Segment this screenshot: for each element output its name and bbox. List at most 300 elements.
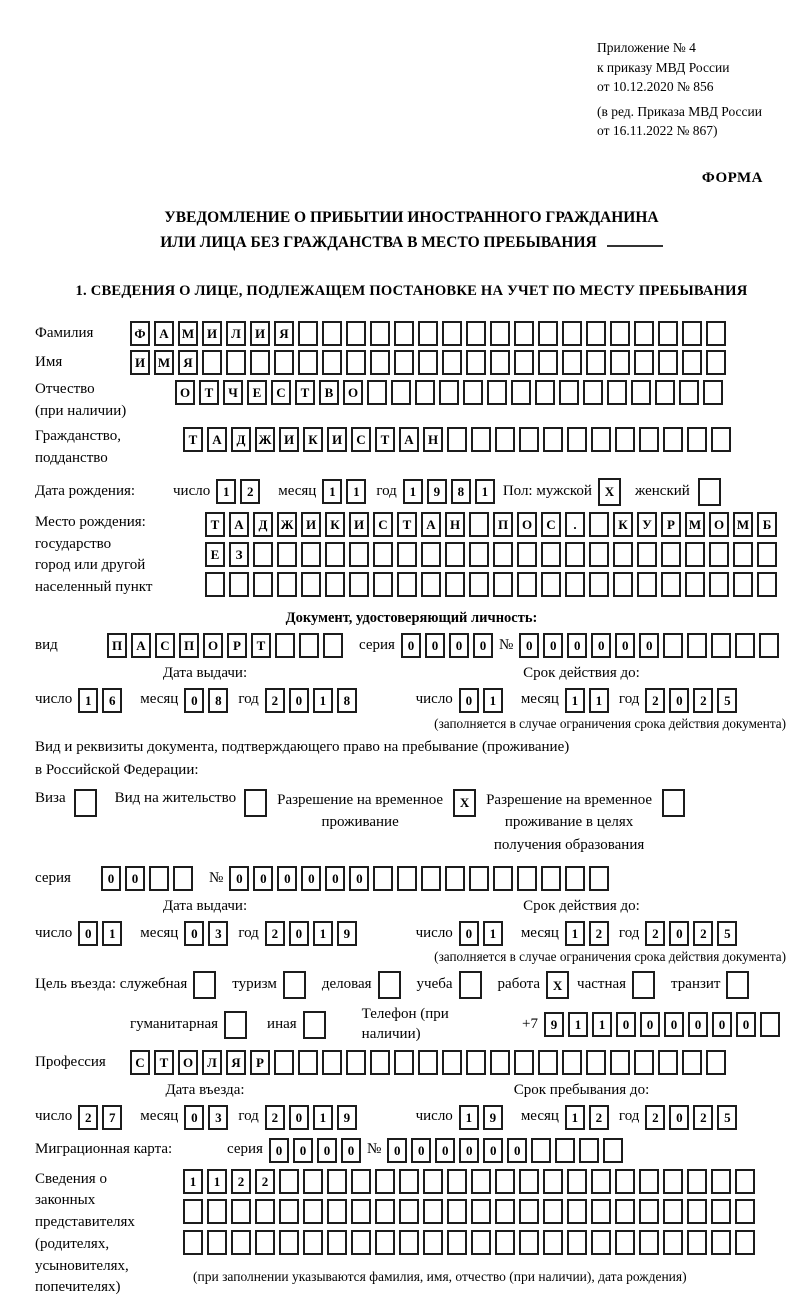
form-cell bbox=[423, 1230, 443, 1255]
form-cell bbox=[423, 1169, 443, 1194]
form-cell bbox=[543, 1230, 563, 1255]
form-cell: С bbox=[373, 512, 393, 537]
form-cell bbox=[493, 866, 513, 891]
issue-date-label: Дата выдачи: bbox=[162, 665, 248, 682]
form-title-line2: ИЛИ ЛИЦА БЕЗ ГРАЖДАНСТВА В МЕСТО ПРЕБЫВАНИЯ bbox=[160, 234, 597, 252]
purpose-transit-checkbox bbox=[726, 971, 749, 999]
form-cell: 3 bbox=[208, 921, 228, 946]
form-cell: 2 bbox=[693, 1105, 713, 1130]
year-label: год bbox=[618, 1108, 640, 1125]
patronymic-row bbox=[35, 379, 788, 423]
form-cell: А bbox=[399, 427, 419, 452]
migration-series-label: серия bbox=[227, 1141, 263, 1158]
form-cell bbox=[346, 1050, 366, 1075]
form-cell bbox=[415, 380, 435, 405]
permit-issue-month-boxes bbox=[184, 921, 228, 946]
form-cell bbox=[442, 350, 462, 375]
form-cell bbox=[279, 1199, 299, 1224]
form-cell: 2 bbox=[265, 688, 285, 713]
form-cell bbox=[567, 1199, 587, 1224]
form-cell bbox=[658, 1050, 678, 1075]
surname-row bbox=[35, 321, 788, 346]
form-cell: О bbox=[203, 633, 223, 658]
form-cell: 0 bbox=[615, 633, 635, 658]
form-cell bbox=[445, 542, 465, 567]
form-cell bbox=[543, 1199, 563, 1224]
form-cell bbox=[193, 971, 216, 999]
form-cell: К bbox=[303, 427, 323, 452]
form-cell bbox=[565, 542, 585, 567]
form-cell bbox=[685, 572, 705, 597]
form-cell: 1 bbox=[216, 479, 236, 504]
representatives-boxes-block bbox=[183, 1169, 755, 1286]
form-cell bbox=[682, 350, 702, 375]
form-cell bbox=[519, 427, 539, 452]
form-cell: . bbox=[565, 512, 585, 537]
form-cell: 1 bbox=[102, 921, 122, 946]
birthplace-boxes-block bbox=[205, 512, 777, 604]
repr-label6: попечителях) bbox=[35, 1279, 121, 1296]
surname-boxes bbox=[130, 321, 726, 346]
month-label: месяц bbox=[520, 691, 559, 708]
citizenship-label-block bbox=[35, 426, 183, 470]
form-cell: Н bbox=[445, 512, 465, 537]
temp-residence-edu-label3: получения образования bbox=[493, 836, 645, 853]
permit-series-label: серия bbox=[35, 870, 71, 887]
form-cell: 2 bbox=[78, 1105, 98, 1130]
month-label: месяц bbox=[520, 924, 559, 941]
form-cell: 0 bbox=[449, 633, 469, 658]
form-cell bbox=[567, 1169, 587, 1194]
form-cell bbox=[207, 1230, 227, 1255]
surname-label: Фамилия bbox=[35, 324, 94, 341]
form-cell bbox=[418, 321, 438, 346]
citizenship-boxes bbox=[183, 427, 731, 452]
form-cell bbox=[466, 321, 486, 346]
form-cell: 0 bbox=[483, 1138, 503, 1163]
profession-row bbox=[35, 1050, 788, 1075]
form-cell: 0 bbox=[669, 688, 689, 713]
form-cell bbox=[706, 321, 726, 346]
year-label: год bbox=[238, 1108, 259, 1125]
permit-valid-year-boxes bbox=[645, 921, 737, 946]
doc-series-boxes bbox=[401, 633, 493, 658]
migration-number-boxes bbox=[387, 1138, 623, 1163]
doc-number-boxes bbox=[519, 633, 779, 658]
form-cell: 1 bbox=[483, 921, 503, 946]
birth-day-boxes bbox=[216, 479, 260, 504]
migration-number-label: № bbox=[366, 1141, 382, 1158]
form-cell bbox=[711, 1199, 731, 1224]
form-cell: О bbox=[178, 1050, 198, 1075]
form-cell: О bbox=[517, 512, 537, 537]
section1-heading: 1. СВЕДЕНИЯ О ЛИЦЕ, ПОДЛЕЖАЩЕМ ПОСТАНОВКЕ НА УЧЕТ ПО МЕСТУ ПРЕБЫВАНИЯ bbox=[75, 282, 748, 299]
form-cell bbox=[531, 1138, 551, 1163]
form-cell: 1 bbox=[313, 688, 333, 713]
form-cell bbox=[711, 1169, 731, 1194]
form-cell: И bbox=[130, 350, 150, 375]
form-cell: 1 bbox=[565, 921, 585, 946]
form-cell bbox=[733, 572, 753, 597]
permit-valid-day-boxes bbox=[459, 921, 503, 946]
form-cell bbox=[711, 1230, 731, 1255]
form-cell bbox=[224, 1011, 247, 1039]
permit-valid-group bbox=[375, 897, 788, 946]
repr-label5: усыновителях, bbox=[35, 1257, 129, 1274]
form-cell bbox=[685, 542, 705, 567]
form-cell bbox=[322, 1050, 342, 1075]
form-cell: Н bbox=[423, 427, 443, 452]
form-cell: 1 bbox=[346, 479, 366, 504]
temp-residence-edu-label-block bbox=[486, 789, 652, 857]
form-cell bbox=[445, 572, 465, 597]
birth-month-boxes bbox=[322, 479, 366, 504]
form-cell: 1 bbox=[459, 1105, 479, 1130]
purpose-study-label: учеба bbox=[416, 976, 453, 993]
birthplace-boxes-3 bbox=[205, 572, 777, 597]
form-cell bbox=[423, 1199, 443, 1224]
form-cell bbox=[469, 866, 489, 891]
form-cell bbox=[634, 321, 654, 346]
form-cell bbox=[394, 1050, 414, 1075]
form-cell: Е bbox=[205, 542, 225, 567]
purpose-official-label: Цель въезда: служебная bbox=[35, 976, 188, 993]
form-cell bbox=[603, 1138, 623, 1163]
form-cell: 0 bbox=[341, 1138, 361, 1163]
form-cell: 0 bbox=[269, 1138, 289, 1163]
repr-label1: Сведения о bbox=[35, 1170, 107, 1187]
form-cell bbox=[687, 633, 707, 658]
form-cell bbox=[703, 380, 723, 405]
purpose-private-label: частная bbox=[577, 976, 627, 993]
form-cell: 3 bbox=[208, 1105, 228, 1130]
form-cell: 2 bbox=[265, 921, 285, 946]
form-cell: 0 bbox=[435, 1138, 455, 1163]
form-cell bbox=[375, 1230, 395, 1255]
form-cell: 0 bbox=[688, 1012, 708, 1037]
temp-residence-edu-label2: проживание в целях bbox=[504, 814, 634, 831]
form-cell bbox=[565, 572, 585, 597]
form-cell: 1 bbox=[592, 1012, 612, 1037]
day-label: число bbox=[35, 924, 73, 941]
form-cell: Я bbox=[274, 321, 294, 346]
phone-prefix: +7 bbox=[522, 1015, 538, 1032]
form-cell: 0 bbox=[317, 1138, 337, 1163]
form-cell bbox=[613, 572, 633, 597]
form-cell bbox=[173, 866, 193, 891]
form-cell: А bbox=[131, 633, 151, 658]
form-cell bbox=[445, 866, 465, 891]
form-cell bbox=[471, 1230, 491, 1255]
form-cell bbox=[709, 572, 729, 597]
form-cell bbox=[394, 350, 414, 375]
form-title bbox=[35, 206, 788, 256]
form-cell bbox=[687, 1230, 707, 1255]
form-cell bbox=[351, 1169, 371, 1194]
form-cell: В bbox=[319, 380, 339, 405]
valid-until-label: Срок действия до: bbox=[523, 898, 640, 915]
profession-label: Профессия bbox=[35, 1053, 106, 1070]
form-cell bbox=[663, 633, 683, 658]
form-cell bbox=[375, 1169, 395, 1194]
repr-boxes-1 bbox=[183, 1169, 755, 1194]
form-cell bbox=[586, 350, 606, 375]
form-cell: 0 bbox=[669, 921, 689, 946]
form-cell: Л bbox=[202, 1050, 222, 1075]
form-cell bbox=[541, 542, 561, 567]
form-cell: 1 bbox=[568, 1012, 588, 1037]
birthdate-label: Дата рождения: bbox=[35, 483, 136, 500]
annex-line: от 16.11.2022 № 867) bbox=[597, 123, 718, 139]
form-cell bbox=[351, 1230, 371, 1255]
form-cell bbox=[562, 1050, 582, 1075]
form-cell: 0 bbox=[301, 866, 321, 891]
form-cell: 2 bbox=[693, 688, 713, 713]
form-cell bbox=[517, 866, 537, 891]
form-cell: С bbox=[541, 512, 561, 537]
form-cell: 0 bbox=[712, 1012, 732, 1037]
form-cell: 0 bbox=[459, 1138, 479, 1163]
form-cell: О bbox=[709, 512, 729, 537]
form-cell bbox=[327, 1230, 347, 1255]
form-cell: 2 bbox=[589, 1105, 609, 1130]
form-cell bbox=[511, 380, 531, 405]
stay-until-group bbox=[375, 1081, 788, 1130]
form-cell bbox=[709, 542, 729, 567]
form-cell: И bbox=[250, 321, 270, 346]
form-cell: 0 bbox=[184, 921, 204, 946]
form-cell bbox=[327, 1199, 347, 1224]
temp-residence-label2: проживание bbox=[321, 814, 399, 831]
form-cell bbox=[442, 1050, 462, 1075]
form-cell bbox=[687, 1199, 707, 1224]
form-cell bbox=[658, 350, 678, 375]
form-cell: 0 bbox=[289, 1105, 309, 1130]
purpose-humanitarian-checkbox bbox=[224, 1011, 247, 1039]
form-cell bbox=[586, 321, 606, 346]
repr-boxes-2 bbox=[183, 1199, 755, 1224]
form-cell: И bbox=[301, 512, 321, 537]
form-cell bbox=[253, 542, 273, 567]
form-cell bbox=[487, 380, 507, 405]
day-label: число bbox=[173, 483, 211, 500]
doc-number-label: № bbox=[498, 636, 514, 653]
form-cell bbox=[447, 427, 467, 452]
form-cell bbox=[610, 350, 630, 375]
form-cell bbox=[589, 542, 609, 567]
form-cell: М bbox=[178, 321, 198, 346]
stay-day-boxes bbox=[459, 1105, 503, 1130]
patronymic-boxes bbox=[175, 380, 723, 405]
year-label: год bbox=[618, 691, 640, 708]
form-cell bbox=[274, 1050, 294, 1075]
form-cell bbox=[370, 321, 390, 346]
form-cell bbox=[698, 478, 721, 506]
form-cell bbox=[447, 1199, 467, 1224]
month-label: месяц bbox=[140, 691, 179, 708]
form-cell: К bbox=[613, 512, 633, 537]
name-row bbox=[35, 350, 788, 375]
form-cell bbox=[519, 1169, 539, 1194]
form-cell bbox=[567, 427, 587, 452]
form-cell bbox=[589, 572, 609, 597]
form-cell bbox=[275, 633, 295, 658]
citizenship-label1: Гражданство, bbox=[35, 428, 122, 445]
form-cell bbox=[735, 1199, 755, 1224]
form-cell bbox=[757, 542, 777, 567]
form-cell bbox=[615, 1199, 635, 1224]
form-cell bbox=[421, 572, 441, 597]
form-cell: Р bbox=[250, 1050, 270, 1075]
doc-valid-month-boxes bbox=[565, 688, 609, 713]
purpose-private-checkbox bbox=[632, 971, 655, 999]
month-label: месяц bbox=[140, 924, 179, 941]
form-cell bbox=[327, 1169, 347, 1194]
form-cell bbox=[391, 380, 411, 405]
form-cell: 8 bbox=[451, 479, 471, 504]
form-cell bbox=[183, 1230, 203, 1255]
form-cell bbox=[682, 321, 702, 346]
entry-dates-row bbox=[35, 1081, 788, 1130]
form-cell: 5 bbox=[717, 1105, 737, 1130]
form-cell: 0 bbox=[473, 633, 493, 658]
repr-label4: (родителях, bbox=[35, 1235, 110, 1252]
form-cell bbox=[373, 572, 393, 597]
form-cell: Т bbox=[205, 512, 225, 537]
form-cell bbox=[439, 380, 459, 405]
form-cell: Я bbox=[226, 1050, 246, 1075]
form-cell bbox=[663, 427, 683, 452]
form-cell: Ж bbox=[255, 427, 275, 452]
phone-boxes bbox=[544, 1012, 780, 1037]
purpose-official-checkbox bbox=[193, 971, 216, 999]
form-cell bbox=[447, 1230, 467, 1255]
form-cell: Л bbox=[226, 321, 246, 346]
purpose-work-label: работа bbox=[497, 976, 541, 993]
form-cell bbox=[735, 633, 755, 658]
citizenship-label2: подданство bbox=[35, 450, 108, 467]
form-cell: 0 bbox=[425, 633, 445, 658]
temp-residence-checkbox bbox=[453, 789, 476, 817]
form-cell: И bbox=[327, 427, 347, 452]
entry-date-group bbox=[35, 1081, 375, 1130]
form-cell bbox=[442, 321, 462, 346]
form-cell bbox=[583, 380, 603, 405]
form-cell bbox=[373, 866, 393, 891]
form-cell bbox=[283, 971, 306, 999]
form-cell: Д bbox=[253, 512, 273, 537]
form-cell bbox=[183, 1199, 203, 1224]
form-cell bbox=[591, 427, 611, 452]
form-cell bbox=[231, 1199, 251, 1224]
form-cell: 8 bbox=[208, 688, 228, 713]
form-cell bbox=[538, 1050, 558, 1075]
form-cell: 0 bbox=[616, 1012, 636, 1037]
form-cell bbox=[277, 542, 297, 567]
form-cell: 9 bbox=[337, 1105, 357, 1130]
form-cell bbox=[607, 380, 627, 405]
permit-issue-group bbox=[35, 897, 375, 946]
form-cell bbox=[277, 572, 297, 597]
form-cell: С bbox=[271, 380, 291, 405]
form-cell: 1 bbox=[322, 479, 342, 504]
form-cell bbox=[397, 542, 417, 567]
form-cell bbox=[610, 1050, 630, 1075]
form-cell: 1 bbox=[565, 688, 585, 713]
doc-issue-year-boxes bbox=[265, 688, 357, 713]
form-cell: Ф bbox=[130, 321, 150, 346]
form-cell bbox=[325, 572, 345, 597]
right-doc-type-row bbox=[35, 789, 788, 857]
form-cell bbox=[370, 350, 390, 375]
form-cell: 9 bbox=[427, 479, 447, 504]
validity-note: (заполняется в случае ограничения срока действия документа) bbox=[434, 948, 786, 964]
form-cell bbox=[303, 1199, 323, 1224]
form-cell bbox=[349, 572, 369, 597]
form-cell bbox=[346, 321, 366, 346]
form-cell bbox=[418, 350, 438, 375]
form-cell: С bbox=[351, 427, 371, 452]
issue-date-label: Дата выдачи: bbox=[162, 898, 248, 915]
form-cell bbox=[279, 1169, 299, 1194]
form-cell: 0 bbox=[669, 1105, 689, 1130]
form-cell bbox=[298, 350, 318, 375]
form-cell bbox=[202, 350, 222, 375]
form-title-line1: УВЕДОМЛЕНИЕ О ПРИБЫТИИ ИНОСТРАННОГО ГРАЖДАНИНА bbox=[164, 209, 659, 227]
form-cell bbox=[471, 1199, 491, 1224]
form-cell: А bbox=[207, 427, 227, 452]
form-cell bbox=[301, 572, 321, 597]
form-cell: 1 bbox=[183, 1169, 203, 1194]
doc-series-label: серия bbox=[359, 636, 395, 653]
form-cell: А bbox=[229, 512, 249, 537]
annex-line: к приказу МВД России bbox=[597, 59, 730, 75]
permit-issue-year-boxes bbox=[265, 921, 357, 946]
form-cell: М bbox=[733, 512, 753, 537]
form-cell bbox=[375, 1199, 395, 1224]
permit-dates-row bbox=[35, 897, 788, 946]
doc-issue-day-boxes bbox=[78, 688, 122, 713]
day-label: число bbox=[415, 691, 453, 708]
form-cell: 1 bbox=[565, 1105, 585, 1130]
purpose-transit-label: транзит bbox=[671, 976, 721, 993]
purpose-other-checkbox bbox=[303, 1011, 326, 1039]
form-cell: 1 bbox=[78, 688, 98, 713]
form-cell bbox=[279, 1230, 299, 1255]
purpose-work-checkbox bbox=[546, 971, 569, 999]
form-cell bbox=[661, 572, 681, 597]
form-cell: 6 bbox=[102, 688, 122, 713]
form-cell: 1 bbox=[313, 1105, 333, 1130]
valid-until-label: Срок действия до: bbox=[523, 665, 640, 682]
temp-residence-edu-label1: Разрешение на временное bbox=[486, 791, 653, 808]
purpose-study-checkbox bbox=[459, 971, 482, 999]
form-cell bbox=[565, 866, 585, 891]
form-cell: 2 bbox=[240, 479, 260, 504]
patronymic-label-block bbox=[35, 379, 175, 423]
form-cell bbox=[514, 321, 534, 346]
visa-label: Виза bbox=[35, 789, 66, 806]
form-cell bbox=[421, 866, 441, 891]
entry-month-boxes bbox=[184, 1105, 228, 1130]
form-cell: С bbox=[155, 633, 175, 658]
purpose-humanitarian-label: гуманитарная bbox=[130, 1015, 219, 1032]
form-cell bbox=[274, 350, 294, 375]
form-cell bbox=[399, 1230, 419, 1255]
form-cell: 0 bbox=[253, 866, 273, 891]
form-cell: П bbox=[107, 633, 127, 658]
form-cell: 0 bbox=[664, 1012, 684, 1037]
